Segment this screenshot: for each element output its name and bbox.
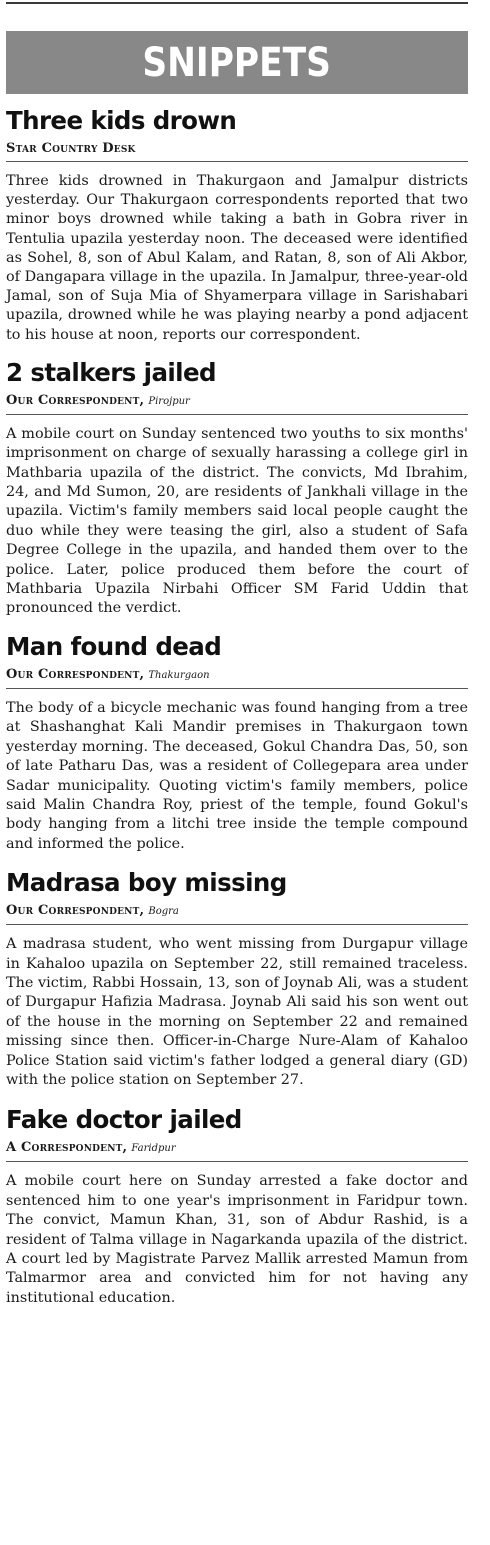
story-headline: Man found dead — [6, 631, 222, 661]
story-headline: Three kids drown — [6, 106, 237, 135]
story-byline — [6, 1139, 468, 1162]
byline-location: Pirojpur — [148, 395, 190, 407]
story-three-kids-drown — [6, 104, 468, 345]
story-byline — [6, 392, 468, 415]
story-body: The body of a bicycle mechanic was found hanging from a tree at Shashanghat Kali Mandir premises in Thakurgaon town yesterday morning. The deceased, Gokul Chandra Das, 50, son of late Patharu Das, was a resident of Collegepara area under Sadar municipality. Quoting victim's family members, police said Malin Chandra Roy, priest of the temple, found Gokul's body hanging from a litchi tree inside the temple compound and informed the police. — [6, 699, 468, 852]
story-fake-doctor-jailed — [6, 1103, 468, 1308]
story-headline: 2 stalkers jailed — [6, 357, 216, 387]
top-rule — [6, 2, 468, 4]
byline-location: Faridpur — [131, 1143, 176, 1155]
section-banner — [6, 31, 468, 94]
byline-location: Thakurgaon — [148, 669, 210, 681]
story-body: Three kids drowned in Thakurgaon and Jamalpur districts yesterday. Our Thakurgaon correspondents reported that two minor boys drowned while taking a bath in Gobra river in Tentulia upazila yesterday noon. The deceased were identified as Sohel, 8, son of Abul Kalam, and Ratan, 8, son of Ali Akbor, of Dangapara village in the upazila. In Jamalpur, three-year-old Jamal, son of Suja Mia of Shyamerpara village in Sarishabari upazila, drowned while he was playing nearby a pond adjacent to his house at noon, reports our correspondent. — [6, 173, 468, 343]
byline-location: Bogra — [148, 906, 179, 918]
story-headline: Madrasa boy missing — [6, 868, 287, 898]
story-byline — [6, 902, 468, 925]
story-body: A mobile court on Sunday sentenced two youths to six months' imprisonment on charge of sexually harassing a college girl in Mathbaria upazila of the district. The convicts, Md Ibrahim, 24, and Md Sumon, 20, are residents of Jankhali village in the upazila. Victim's family members said local people caught the duo while they were teasing the girl, also a student of Safa Degree College in the upazila, and handed them over to the police. Later, police produced them before the court of Mathbaria Upazila Nirbahi Officer SM Farid Uddin that pronounced the verdict. — [6, 425, 468, 617]
story-body: A madrasa student, who went missing from Durgapur village in Kahaloo upazila on September 22, still remained traceless. The victim, Rabbi Hossain, 13, son of Joynab Ali, was a student of Durgapur Hafizia Madrasa. Joynab Ali said his son went out of the house in the morning on September 22 and remained missing since then. Officer-in-Charge Nure-Alam of Kahaloo Police Station said victim's father lodged a general diary (GD) with the police station on September 27. — [6, 936, 468, 1088]
byline-author: Star Country Desk — [6, 141, 136, 156]
byline-author: Our Correspondent, — [6, 666, 145, 682]
byline-author: A Correspondent, — [6, 1140, 128, 1156]
story-stalkers-jailed — [6, 356, 468, 619]
story-body: A mobile court here on Sunday arrested a fake doctor and sentenced him to one year's imprisonment in Faridpur town. The convict, Mamun Khan, 31, son of Abdur Rashid, is a resident of Talma village in Nagarkanda upazila of the district. A court led by Magistrate Parvez Mallik arrested Mamun from Talmarmor area and convicted him for not having any institutional education. — [6, 1173, 468, 1306]
story-headline: Fake doctor jailed — [6, 1105, 242, 1135]
byline-author: Our Correspondent, — [6, 392, 145, 408]
story-byline — [6, 666, 468, 689]
story-man-found-dead — [6, 630, 468, 854]
story-byline — [6, 140, 468, 162]
byline-author: Our Correspondent, — [6, 903, 145, 919]
section-title: SNIPPETS — [142, 39, 332, 86]
story-list — [6, 100, 468, 1308]
story-madrasa-boy-missing — [6, 866, 468, 1090]
